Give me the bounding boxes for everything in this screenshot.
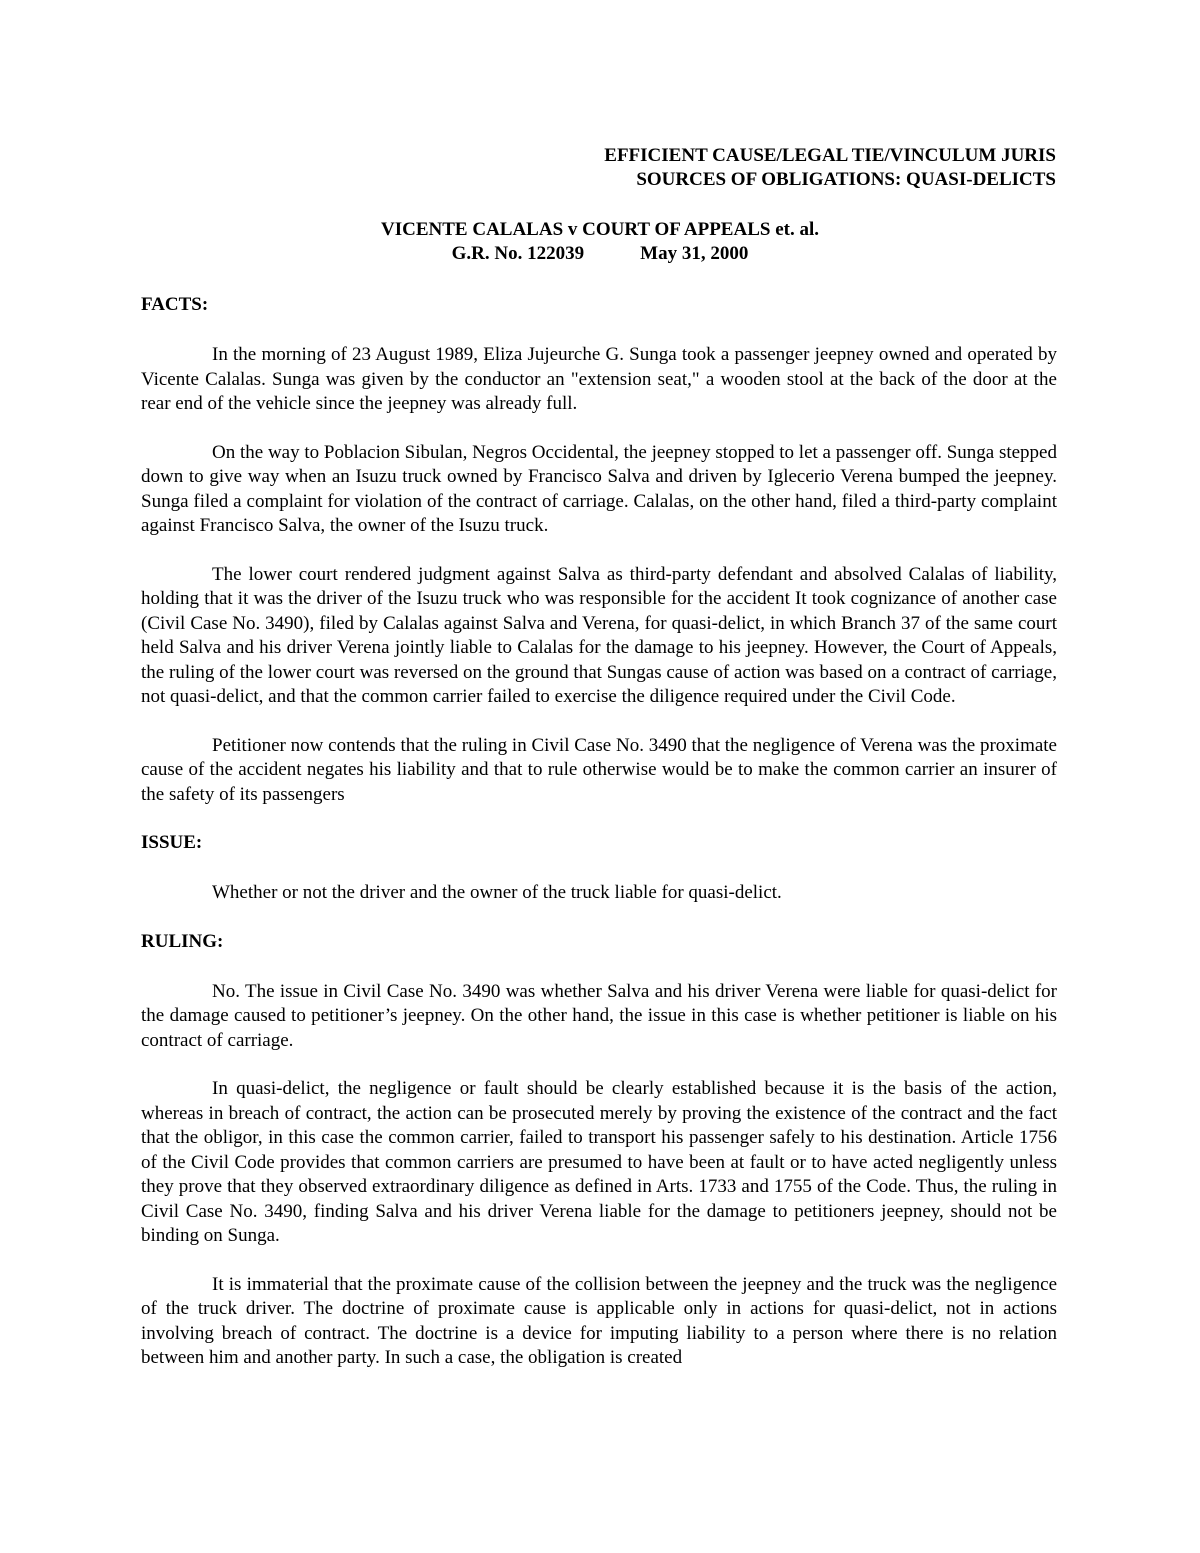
document-body xyxy=(141,293,1057,1371)
facts-paragraph: In the morning of 23 August 1989, Eliza Jujeurche G. Sunga took a passenger jeepney owned and operated by Vicente Calalas. Sunga was given by the conductor an "extension seat," a wooden stool at the back of the door at the rear end of the vehicle since the jeepney was already full. xyxy=(141,344,1057,414)
ruling-paragraph: It is immaterial that the proximate cause of the collision between the jeepney and the truck was the negligence of the truck driver. The doctrine of proximate cause is applicable only in actions for quasi-delict, not in actions involving breach of contract. The doctrine is a device for imputing liability to a person where there is no relation between him and another party. In such a case, the obligation is created xyxy=(141,1273,1057,1368)
issue-paragraph: Whether or not the driver and the owner of the truck liable for quasi-delict. xyxy=(212,882,782,903)
document-header xyxy=(604,144,1056,192)
gr-number: G.R. No. 122039 xyxy=(451,243,585,264)
issue-heading: ISSUE: xyxy=(141,832,203,853)
header-subtopic-line: SOURCES OF OBLIGATIONS: QUASI-DELICTS xyxy=(636,169,1056,190)
facts-paragraph: Petitioner now contends that the ruling in Civil Case No. 3490 that the negligence of Verena was the proximate cause of the accident negates his liability and that to rule otherwise would be to make the common carrier an insurer of the safety of its passengers xyxy=(141,734,1057,805)
decision-date: May 31, 2000 xyxy=(640,243,749,264)
facts-paragraph: The lower court rendered judgment against Salva as third-party defendant and absolved Calalas of liability, holding that it was the driver of the Isuzu truck who was responsible for the accident It took cognizance of another case (Civil Case No. 3490), filed by Calalas against Salva and Verena, for quasi-delict, in which Branch 37 of the same court held Salva and his driver Verena jointly liable to Calalas for the damage to his jeepney. However, the Court of Appeals, the ruling of the lower court was reversed on the ground that Sungas cause of action was based on a contract of carriage, not quasi-delict, and that the common carrier failed to exercise the diligence required under the Civil Code. xyxy=(141,563,1057,707)
ruling-paragraph: In quasi-delict, the negligence or fault should be clearly established because it is the basis of the action, whereas in breach of contract, the action can be prosecuted merely by proving the existence of the contract and the fact that the obligor, in this case the common carrier, failed to transport his passenger safely to his destination. Article 1756 of the Civil Code provides that common carriers are presumed to have been at fault or to have acted negligently unless they prove that they observed extraordinary diligence as defined in Arts. 1733 and 1755 of the Code. Thus, the ruling in Civil Case No. 3490, finding Salva and his driver Verena liable for the damage to petitioners jeepney, should not be binding on Sunga. xyxy=(141,1078,1057,1246)
case-caption xyxy=(0,218,1200,266)
facts-heading: FACTS: xyxy=(141,294,209,315)
case-citation xyxy=(0,242,1200,266)
facts-paragraph: On the way to Poblacion Sibulan, Negros Occidental, the jeepney stopped to let a passenger off. Sunga stepped down to give way when an Isuzu truck owned by Francisco Salva and driven by Iglecerio Verena bumped the jeepney. Sunga filed a complaint for violation of the contract of carriage. Calalas, on the other hand, filed a third-party complaint against Francisco Salva, the owner of the Isuzu truck. xyxy=(141,441,1057,536)
header-topic-line: EFFICIENT CAUSE/LEGAL TIE/VINCULUM JURIS xyxy=(604,145,1056,166)
case-title: VICENTE CALALAS v COURT OF APPEALS et. al. xyxy=(381,219,819,240)
ruling-paragraph: No. The issue in Civil Case No. 3490 was whether Salva and his driver Verena were liable for quasi-delict for the damage caused to petitioner’s jeepney. On the other hand, the issue in this case is whether petitioner is liable on his contract of carriage. xyxy=(141,980,1057,1051)
ruling-heading: RULING: xyxy=(141,930,224,952)
